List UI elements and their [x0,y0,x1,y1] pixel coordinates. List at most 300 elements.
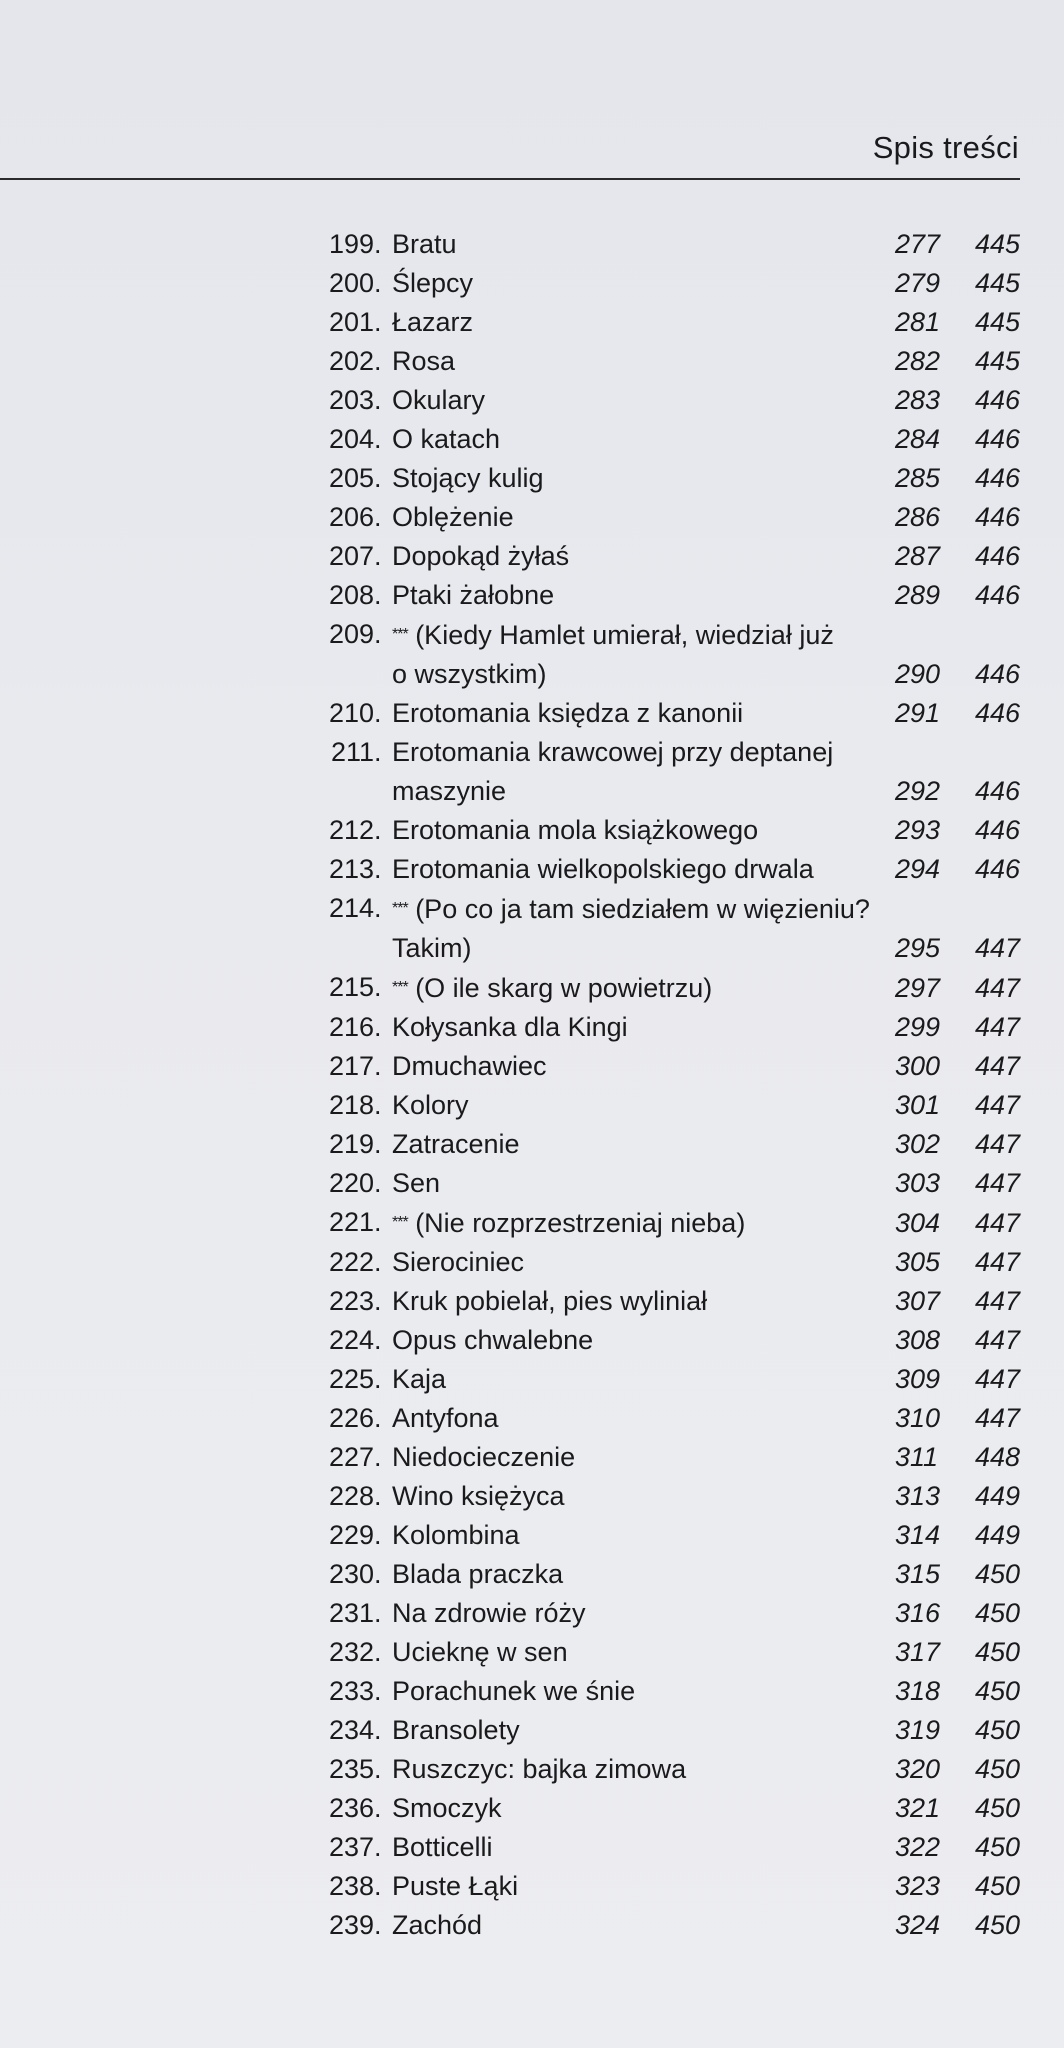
entry-note-page-number: 450 [974,1676,1020,1706]
entry-note-page-number: 449 [974,1520,1020,1550]
entry-page-number: 283 [895,385,941,415]
entry-title-text: Na zdrowie róży [392,1598,586,1628]
entry-number-dot: . [374,1676,382,1706]
entry-number-dot: . [374,307,382,337]
entry-page-number: 286 [895,502,941,532]
entry-pages [895,537,1020,576]
toc-entry [318,1047,1020,1086]
entry-title [382,850,895,889]
entry-pages [895,1399,1020,1438]
entry-pages [895,342,1020,381]
entry-title [382,1282,895,1321]
entry-title [382,342,895,381]
toc-entry [318,1243,1020,1282]
entry-number-dot: . [374,1481,382,1511]
entry-title [382,1789,895,1828]
toc-entry [318,1164,1020,1203]
entry-pages [895,1672,1020,1711]
entry-note-page-number: 447 [974,1286,1020,1316]
toc-entry [318,303,1020,342]
entry-title [382,264,895,303]
entry-number-dot: . [374,1442,382,1472]
entry-note-page-number: 447 [974,1364,1020,1394]
entry-note-page-number: 446 [974,698,1020,728]
toc-entry [318,1399,1020,1438]
entry-number-dot: . [374,463,382,493]
entry-title-continuation: maszynie [392,776,507,806]
entry-pages [895,1594,1020,1633]
entry-page-number: 324 [895,1910,941,1940]
entry-number-dot: . [374,1598,382,1628]
entry-number: 199 [328,229,374,259]
toc-entry [318,733,1020,811]
entry-page-number: 277 [895,229,941,259]
entry-number: 237 [328,1832,374,1862]
entry-page-number: 292 [895,776,941,806]
entry-number: 236 [328,1793,374,1823]
entry-number: 239 [328,1910,374,1940]
entry-number: 234 [328,1715,374,1745]
entry-title [382,1477,895,1516]
entry-page-number: 305 [895,1247,941,1277]
entry-number: 208 [328,580,374,610]
toc-entry [318,1438,1020,1477]
entry-note-page-number: 447 [974,1325,1020,1355]
entry-pages [895,811,1020,850]
entry-note-page-number: 450 [974,1832,1020,1862]
entry-pages [895,1516,1020,1555]
entry-page-number: 290 [895,659,941,689]
entry-number: 223 [328,1286,374,1316]
entry-number-dot: . [374,1012,382,1042]
toc-entry [318,1360,1020,1399]
entry-number: 203 [328,385,374,415]
entry-number-dot: . [374,893,382,923]
toc-entry [318,1750,1020,1789]
entry-number: 216 [328,1012,374,1042]
entry-page-number: 281 [895,307,941,337]
entry-number-dot: . [374,1715,382,1745]
entry-note-page-number: 446 [974,541,1020,571]
entry-pages [895,303,1020,342]
entry-page-number: 309 [895,1364,941,1394]
entry-title-text: Erotomania mola książkowego [392,815,759,845]
entry-note-page-number: 449 [974,1481,1020,1511]
toc-entry [318,1086,1020,1125]
entry-note-page-number: 447 [974,1208,1020,1238]
entry-note-page-number: 446 [974,580,1020,610]
entry-pages [895,1828,1020,1867]
entry-pages [895,655,1020,694]
entry-page-number: 307 [895,1286,941,1316]
entry-note-page-number: 446 [974,815,1020,845]
entry-title-text: Erotomania wielkopolskiego drwala [392,854,814,884]
entry-title-text: Kolory [392,1090,469,1120]
entry-title [382,811,895,850]
toc-entry [318,1125,1020,1164]
entry-pages [895,459,1020,498]
entry-number: 211 [330,737,374,767]
entry-title-text: Smoczyk [392,1793,502,1823]
toc-entry [318,615,1020,694]
entry-note-page-number: 446 [974,463,1020,493]
entry-title [382,1750,895,1789]
toc-entry [318,1477,1020,1516]
entry-title-text: Erotomania księdza z kanonii [392,698,744,728]
entry-pages [895,498,1020,537]
entry-number: 212 [328,815,374,845]
entry-note-page-number: 447 [974,933,1020,963]
entry-title [382,615,895,694]
entry-title-text: Ruszczyc: bajka zimowa [392,1754,687,1784]
toc-entry [318,342,1020,381]
entry-page-number: 316 [895,1598,941,1628]
entry-page-number: 317 [895,1637,941,1667]
entry-pages [895,1125,1020,1164]
entry-title-text: Antyfona [392,1403,499,1433]
entry-title-text: Porachunek we śnie [392,1676,636,1706]
entry-pages [895,1086,1020,1125]
entry-number-dot: . [374,815,382,845]
entry-number: 206 [328,502,374,532]
entry-page-number: 282 [895,346,941,376]
entry-title-text: *** (Po co ja tam siedziałem w więzieniu? [392,894,870,924]
entry-number: 227 [328,1442,374,1472]
entry-page-number: 323 [895,1871,941,1901]
entry-title [382,733,895,811]
entry-number: 235 [328,1754,374,1784]
entry-number-dot: . [374,1247,382,1277]
entry-number: 207 [328,541,374,571]
entry-page-number: 313 [895,1481,941,1511]
toc-entry [318,225,1020,264]
entry-pages [895,1360,1020,1399]
entry-number-dot: . [374,502,382,532]
entry-page-number: 320 [895,1754,941,1784]
entry-number-dot: . [374,1910,382,1940]
entry-number-dot: . [374,541,382,571]
entry-title [382,576,895,615]
entry-title [382,1008,895,1047]
toc-entry [318,420,1020,459]
entry-note-page-number: 447 [974,1168,1020,1198]
entry-page-number: 294 [895,854,941,884]
entry-pages [895,694,1020,733]
entry-title-text: Oblężenie [392,502,514,532]
entry-title [382,1203,895,1243]
entry-number: 221 [328,1207,374,1237]
entry-title-text: Blada praczka [392,1559,564,1589]
entry-note-page-number: 445 [974,307,1020,337]
toc-entry [318,1789,1020,1828]
entry-pages [895,1555,1020,1594]
entry-pages [895,1477,1020,1516]
entry-pages [895,1243,1020,1282]
entry-title-text: Zatracenie [392,1129,520,1159]
entry-title-text: Botticelli [392,1832,493,1862]
entry-number: 229 [328,1520,374,1550]
entry-page-number: 321 [895,1793,941,1823]
entry-page-number: 293 [895,815,941,845]
page-title: Spis treści [872,130,1019,165]
entry-number: 238 [328,1871,374,1901]
entry-page-number: 301 [895,1090,941,1120]
entry-number-dot: . [374,1871,382,1901]
entry-pages [895,1750,1020,1789]
entry-title-text: Dmuchawiec [392,1051,547,1081]
entry-pages [895,1438,1020,1477]
entry-note-page-number: 447 [974,1090,1020,1120]
entry-title [382,381,895,420]
entry-title [382,1672,895,1711]
entry-title-text: Niedocieczenie [392,1442,576,1472]
toc-entry [318,264,1020,303]
entry-number-dot: . [374,346,382,376]
entry-note-page-number: 450 [974,1637,1020,1667]
toc-entry [318,1828,1020,1867]
entry-number-dot: . [374,1090,382,1120]
entry-title-text: *** (Kiedy Hamlet umierał, wiedział już [392,620,834,650]
entry-note-page-number: 445 [974,229,1020,259]
entry-page-number: 310 [895,1403,941,1433]
toc-entry [318,968,1020,1008]
entry-number: 215 [328,972,374,1002]
entry-note-page-number: 446 [974,424,1020,454]
entry-number-dot: . [374,619,382,649]
entry-number: 205 [328,463,374,493]
entry-title-text: *** (Nie rozprzestrzeniaj nieba) [392,1208,746,1238]
entry-note-page-number: 447 [974,973,1020,1003]
entry-number-dot: . [374,1403,382,1433]
toc-entry [318,1906,1020,1945]
entry-note-page-number: 446 [974,776,1020,806]
toc-entry [318,1321,1020,1360]
entry-number: 230 [328,1559,374,1589]
entry-pages [895,264,1020,303]
entry-number-dot: . [374,385,382,415]
entry-page-number: 297 [895,973,941,1003]
toc-entry [318,1008,1020,1047]
toc-entry [318,1555,1020,1594]
entry-title [382,1125,895,1164]
entry-title-text: Sierociniec [392,1247,525,1277]
entry-number: 214 [328,893,374,923]
toc-entry [318,1672,1020,1711]
entry-number: 231 [328,1598,374,1628]
header-divider [0,178,1020,180]
entry-page-number: 279 [895,268,941,298]
toc-entry [318,1282,1020,1321]
entry-page-number: 318 [895,1676,941,1706]
entry-number-dot: . [374,737,382,767]
entry-title [382,1867,895,1906]
entry-note-page-number: 445 [974,346,1020,376]
entry-number: 200 [328,268,374,298]
entry-pages [895,929,1020,968]
entry-note-page-number: 447 [974,1129,1020,1159]
entry-title-text: Kaja [392,1364,447,1394]
entry-page-number: 315 [895,1559,941,1589]
toc-entry [318,498,1020,537]
toc-entry [318,381,1020,420]
toc-entry [318,1633,1020,1672]
entry-number-dot: . [374,1364,382,1394]
entry-title-text: Opus chwalebne [392,1325,594,1355]
entry-number: 204 [328,424,374,454]
entry-title [382,1906,895,1945]
entry-number-dot: . [374,1325,382,1355]
entry-title-text: Kruk pobielał, pies wyliniał [392,1286,708,1316]
entry-number-dot: . [374,1832,382,1862]
entry-note-page-number: 450 [974,1793,1020,1823]
entry-title [382,537,895,576]
entry-title-text: Ucieknę w sen [392,1637,568,1667]
toc-entry [318,811,1020,850]
entry-title-text: Ptaki żałobne [392,580,555,610]
entry-title-text: Okulary [392,385,486,415]
entry-number: 225 [328,1364,374,1394]
entry-number-dot: . [374,1637,382,1667]
entry-number-dot: . [374,854,382,884]
entry-title-text: Sen [392,1168,441,1198]
toc-entry [318,1516,1020,1555]
entry-note-page-number: 450 [974,1910,1020,1940]
entry-page-number: 291 [895,698,941,728]
entry-number-dot: . [374,1793,382,1823]
entry-note-page-number: 447 [974,1403,1020,1433]
table-of-contents [318,225,1020,1945]
entry-number: 218 [328,1090,374,1120]
entry-note-page-number: 447 [974,1051,1020,1081]
entry-title-text: Puste Łąki [392,1871,519,1901]
entry-page-number: 308 [895,1325,941,1355]
entry-number: 226 [328,1403,374,1433]
toc-entry [318,1594,1020,1633]
entry-number: 232 [328,1637,374,1667]
entry-note-page-number: 446 [974,659,1020,689]
entry-page-number: 299 [895,1012,941,1042]
entry-title-text: *** (O ile skarg w powietrzu) [392,973,713,1003]
entry-page-number: 319 [895,1715,941,1745]
entry-number-dot: . [374,580,382,610]
entry-number-dot: . [374,229,382,259]
entry-note-page-number: 446 [974,385,1020,415]
toc-entry [318,576,1020,615]
entry-title [382,498,895,537]
entry-number-dot: . [374,1207,382,1237]
entry-number-dot: . [374,424,382,454]
entry-pages [895,1633,1020,1672]
entry-note-page-number: 447 [974,1012,1020,1042]
entry-number: 217 [328,1051,374,1081]
toc-entry [318,1203,1020,1243]
entry-pages [895,1047,1020,1086]
entry-title [382,420,895,459]
entry-title [382,1086,895,1125]
entry-title-text: Rosa [392,346,456,376]
entry-title-text: Łazarz [392,307,474,337]
entry-number: 219 [328,1129,374,1159]
toc-entry [318,1867,1020,1906]
entry-title-text: Ślepcy [392,268,474,298]
entry-title [382,1516,895,1555]
entry-page-number: 295 [895,933,941,963]
entry-number-dot: . [374,1754,382,1784]
entry-number: 202 [328,346,374,376]
entry-page-number: 285 [895,463,941,493]
entry-title [382,1360,895,1399]
entry-pages [895,1282,1020,1321]
entry-number: 209 [328,619,374,649]
entry-title [382,1399,895,1438]
entry-title-text: Kolombina [392,1520,520,1550]
entry-pages [895,381,1020,420]
entry-note-page-number: 446 [974,854,1020,884]
entry-title [382,1243,895,1282]
entry-number-dot: . [374,1520,382,1550]
entry-title-text: Zachód [392,1910,483,1940]
entry-title [382,225,895,264]
entry-pages [895,850,1020,889]
entry-title [382,1711,895,1750]
entry-title-text: O katach [392,424,501,454]
entry-number: 201 [328,307,374,337]
entry-title [382,1633,895,1672]
entry-number-dot: . [374,1286,382,1316]
entry-page-number: 322 [895,1832,941,1862]
entry-title [382,303,895,342]
entry-title-text: Dopokąd żyłaś [392,541,570,571]
toc-entry [318,850,1020,889]
entry-number: 222 [328,1247,374,1277]
entry-title-continuation: Takim) [392,933,472,963]
entry-number-dot: . [374,268,382,298]
entry-pages [895,1906,1020,1945]
entry-title-continuation: o wszystkim) [392,659,547,689]
entry-title [382,1321,895,1360]
entry-note-page-number: 450 [974,1598,1020,1628]
toc-entry [318,1711,1020,1750]
entry-page-number: 302 [895,1129,941,1159]
entry-title [382,1438,895,1477]
entry-page-number: 284 [895,424,941,454]
entry-pages [895,1711,1020,1750]
toc-entry [318,537,1020,576]
entry-pages [895,1789,1020,1828]
entry-page-number: 314 [895,1520,941,1550]
entry-title-text: Bratu [392,229,457,259]
entry-number: 224 [328,1325,374,1355]
entry-note-page-number: 448 [974,1442,1020,1472]
entry-pages [895,420,1020,459]
entry-title-text: Wino księżyca [392,1481,565,1511]
entry-title [382,1164,895,1203]
entry-note-page-number: 446 [974,502,1020,532]
entry-title-text: Bransolety [392,1715,520,1745]
entry-title-text: Kołysanka dla Kingi [392,1012,628,1042]
entry-page-number: 300 [895,1051,941,1081]
entry-page-number: 287 [895,541,941,571]
entry-title-text: Stojący kulig [392,463,544,493]
entry-number-dot: . [374,972,382,1002]
entry-number: 233 [328,1676,374,1706]
entry-number-dot: . [374,1129,382,1159]
entry-title [382,694,895,733]
entry-pages [895,772,1020,811]
entry-note-page-number: 450 [974,1559,1020,1589]
entry-note-page-number: 450 [974,1754,1020,1784]
entry-title [382,459,895,498]
